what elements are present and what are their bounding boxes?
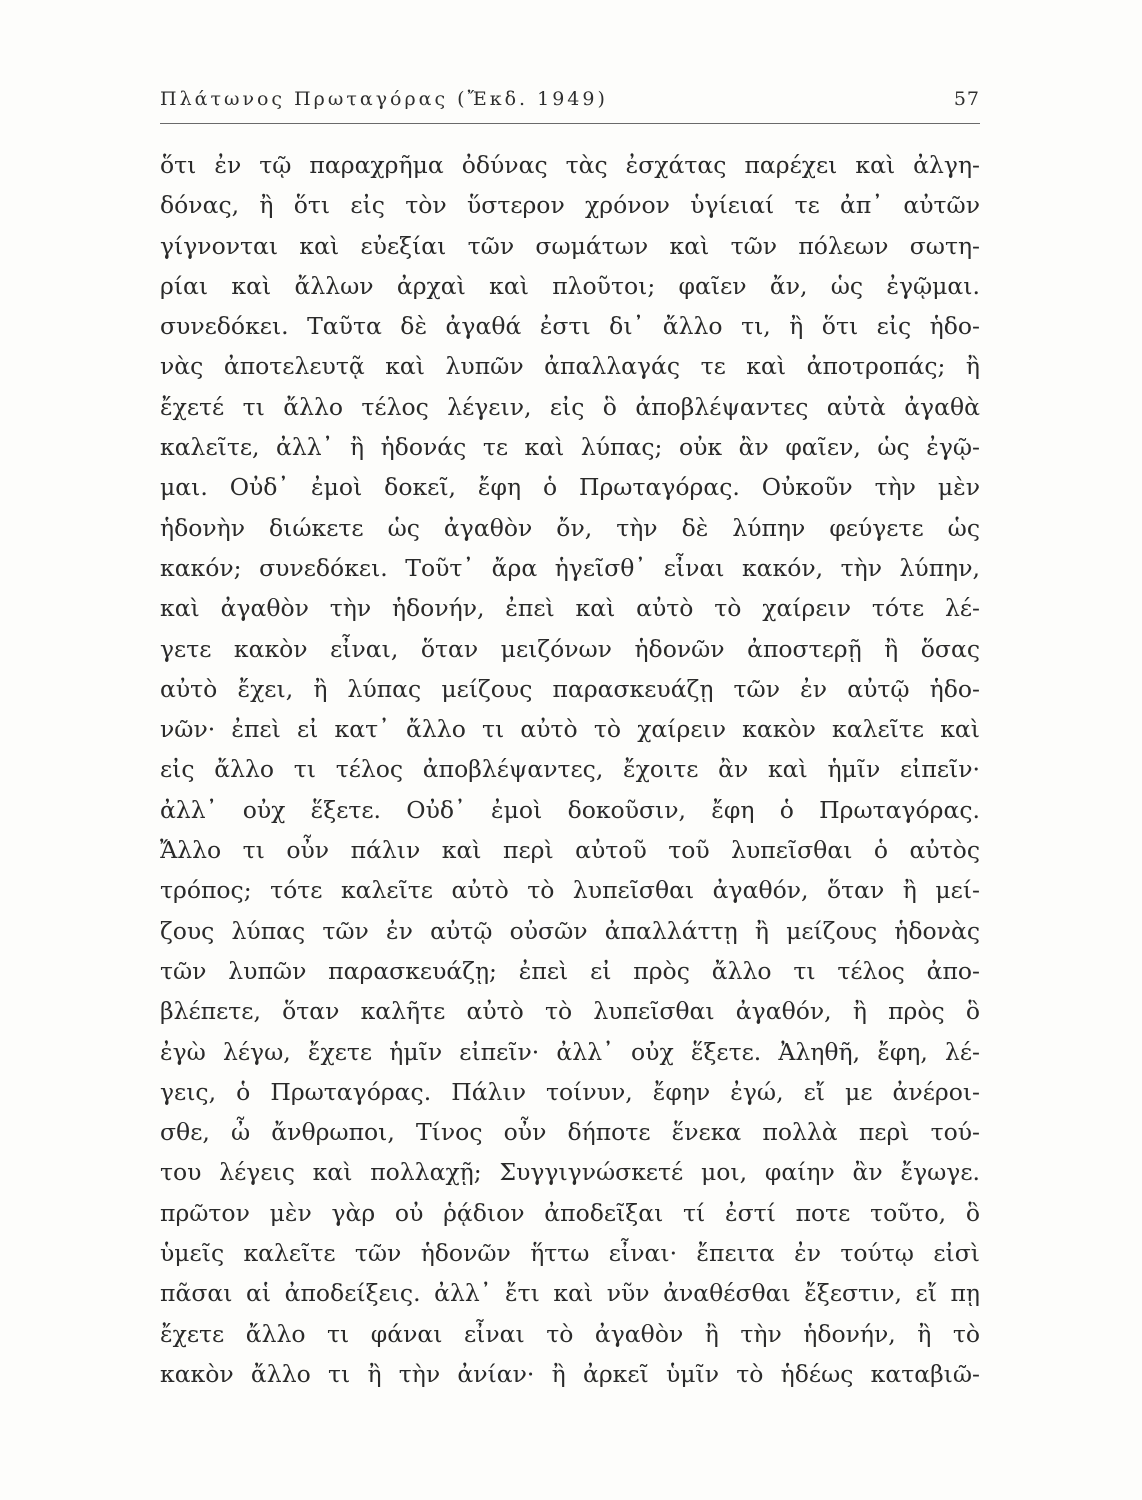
text-line: ὅτι ἐν τῷ παραχρῆμα ὀδύνας τὰς ἐσχάτας παρέχει καὶ ἀλγη- xyxy=(160,151,980,179)
text-line: σθε, ὦ ἄνθρωποι, Τίνος οὖν δήποτε ἕνεκα πολλὰ περὶ τού- xyxy=(160,1118,980,1147)
text-line: γεις, ὁ Πρωταγόρας. Πάλιν τοίνυν, ἔφην ἐγώ, εἴ με ἀνέροι- xyxy=(160,1077,980,1106)
text-line: νὰς ἀποτελευτᾷ καὶ λυπῶν ἀπαλλαγάς τε καὶ ἀποτροπάς; ἢ xyxy=(160,352,980,381)
text-line: ρίαι καὶ ἄλλων ἀρχαὶ καὶ πλοῦτοι; φαῖεν ἄν, ὡς ἐγῷμαι. xyxy=(160,271,980,300)
text-line: τῶν λυπῶν παρασκευάζῃ; ἐπεὶ εἰ πρὸς ἄλλο τι τέλος ἀπο- xyxy=(160,956,980,985)
text-line: πρῶτον μὲν γὰρ οὐ ῥᾴδιον ἀποδεῖξαι τί ἐστί ποτε τοῦτο, ὃ xyxy=(160,1198,980,1227)
header-rule xyxy=(160,123,980,124)
running-header xyxy=(160,88,980,118)
text-line: καλεῖτε, ἀλλ᾽ ἢ ἡδονάς τε καὶ λύπας; οὐκ ἂν φαῖεν, ὡς ἐγῷ- xyxy=(160,433,980,462)
text-line: γετε κακὸν εἶναι, ὅταν μειζόνων ἡδονῶν ἀποστερῇ ἢ ὅσας xyxy=(160,634,980,663)
text-line: ὑμεῖς καλεῖτε τῶν ἡδονῶν ἥττω εἶναι· ἔπειτα ἐν τούτῳ εἰσὶ xyxy=(160,1239,980,1268)
text-line: ἐγὼ λέγω, ἔχετε ἡμῖν εἰπεῖν· ἀλλ᾽ οὐχ ἕξετε. Ἀληθῆ, ἔφη, λέ- xyxy=(160,1037,980,1066)
text-line: Ἄλλο τι οὖν πάλιν καὶ περὶ αὐτοῦ τοῦ λυπεῖσθαι ὁ αὐτὸς xyxy=(160,836,980,865)
text-line: μαι. Οὐδ᾽ ἐμοὶ δοκεῖ, ἔφη ὁ Πρωταγόρας. Οὐκοῦν τὴν μὲν xyxy=(160,473,980,502)
text-line: βλέπετε, ὅταν καλῆτε αὐτὸ τὸ λυπεῖσθαι ἀγαθόν, ἢ πρὸς ὃ xyxy=(160,997,980,1026)
text-line: ἔχετε ἄλλο τι φάναι εἶναι τὸ ἀγαθὸν ἢ τὴν ἡδονήν, ἢ τὸ xyxy=(160,1319,980,1348)
running-title: Πλάτωνος Πρωταγόρας (Ἔκδ. 1949) xyxy=(160,88,608,110)
text-line: νῶν· ἐπεὶ εἰ κατ᾽ ἄλλο τι αὐτὸ τὸ χαίρειν κακὸν καλεῖτε καὶ xyxy=(160,715,980,744)
text-line: τρόπος; τότε καλεῖτε αὐτὸ τὸ λυπεῖσθαι ἀγαθόν, ὅταν ἢ μεί- xyxy=(160,876,980,905)
text-line: ἡδονὴν διώκετε ὡς ἀγαθὸν ὄν, τὴν δὲ λύπην φεύγετε ὡς xyxy=(160,513,980,542)
text-line: ἔχετέ τι ἄλλο τέλος λέγειν, εἰς ὃ ἀποβλέψαντες αὐτὰ ἀγαθὰ xyxy=(160,392,980,421)
text-line: κακόν; συνεδόκει. Τοῦτ᾽ ἄρα ἡγεῖσθ᾽ εἶναι κακόν, τὴν λύπην, xyxy=(160,553,980,582)
body-text xyxy=(160,145,980,1394)
text-line: του λέγεις καὶ πολλαχῇ; Συγγιγνώσκετέ μοι, φαίην ἂν ἔγωγε. xyxy=(160,1158,980,1187)
page-number: 57 xyxy=(953,88,980,110)
text-line: πᾶσαι αἱ ἀποδείξεις. ἀλλ᾽ ἔτι καὶ νῦν ἀναθέσθαι ἔξεστιν, εἴ πῃ xyxy=(160,1279,980,1308)
text-line: αὐτὸ ἔχει, ἢ λύπας μείζους παρασκευάζῃ τῶν ἐν αὐτῷ ἡδο- xyxy=(160,674,980,703)
text-line: γίγνονται καὶ εὐεξίαι τῶν σωμάτων καὶ τῶν πόλεων σωτη- xyxy=(160,231,980,260)
text-line: εἰς ἄλλο τι τέλος ἀποβλέψαντες, ἔχοιτε ἂν καὶ ἡμῖν εἰπεῖν· xyxy=(160,755,980,784)
text-line: κακὸν ἄλλο τι ἢ τὴν ἀνίαν· ἢ ἀρκεῖ ὑμῖν τὸ ἡδέως καταβιῶ- xyxy=(160,1359,980,1388)
text-line: δόνας, ἢ ὅτι εἰς τὸν ὕστερον χρόνον ὑγίειαί τε ἀπ᾽ αὐτῶν xyxy=(160,191,980,220)
text-line: συνεδόκει. Ταῦτα δὲ ἀγαθά ἐστι δι᾽ ἄλλο τι, ἢ ὅτι εἰς ἡδο- xyxy=(160,312,980,341)
text-line: καὶ ἀγαθὸν τὴν ἡδονήν, ἐπεὶ καὶ αὐτὸ τὸ χαίρειν τότε λέ- xyxy=(160,594,980,623)
text-line: ἀλλ᾽ οὐχ ἕξετε. Οὐδ᾽ ἐμοὶ δοκοῦσιν, ἔφη ὁ Πρωταγόρας. xyxy=(160,795,980,824)
text-line: ζους λύπας τῶν ἐν αὐτῷ οὐσῶν ἀπαλλάττῃ ἢ μείζους ἡδονὰς xyxy=(160,916,980,945)
